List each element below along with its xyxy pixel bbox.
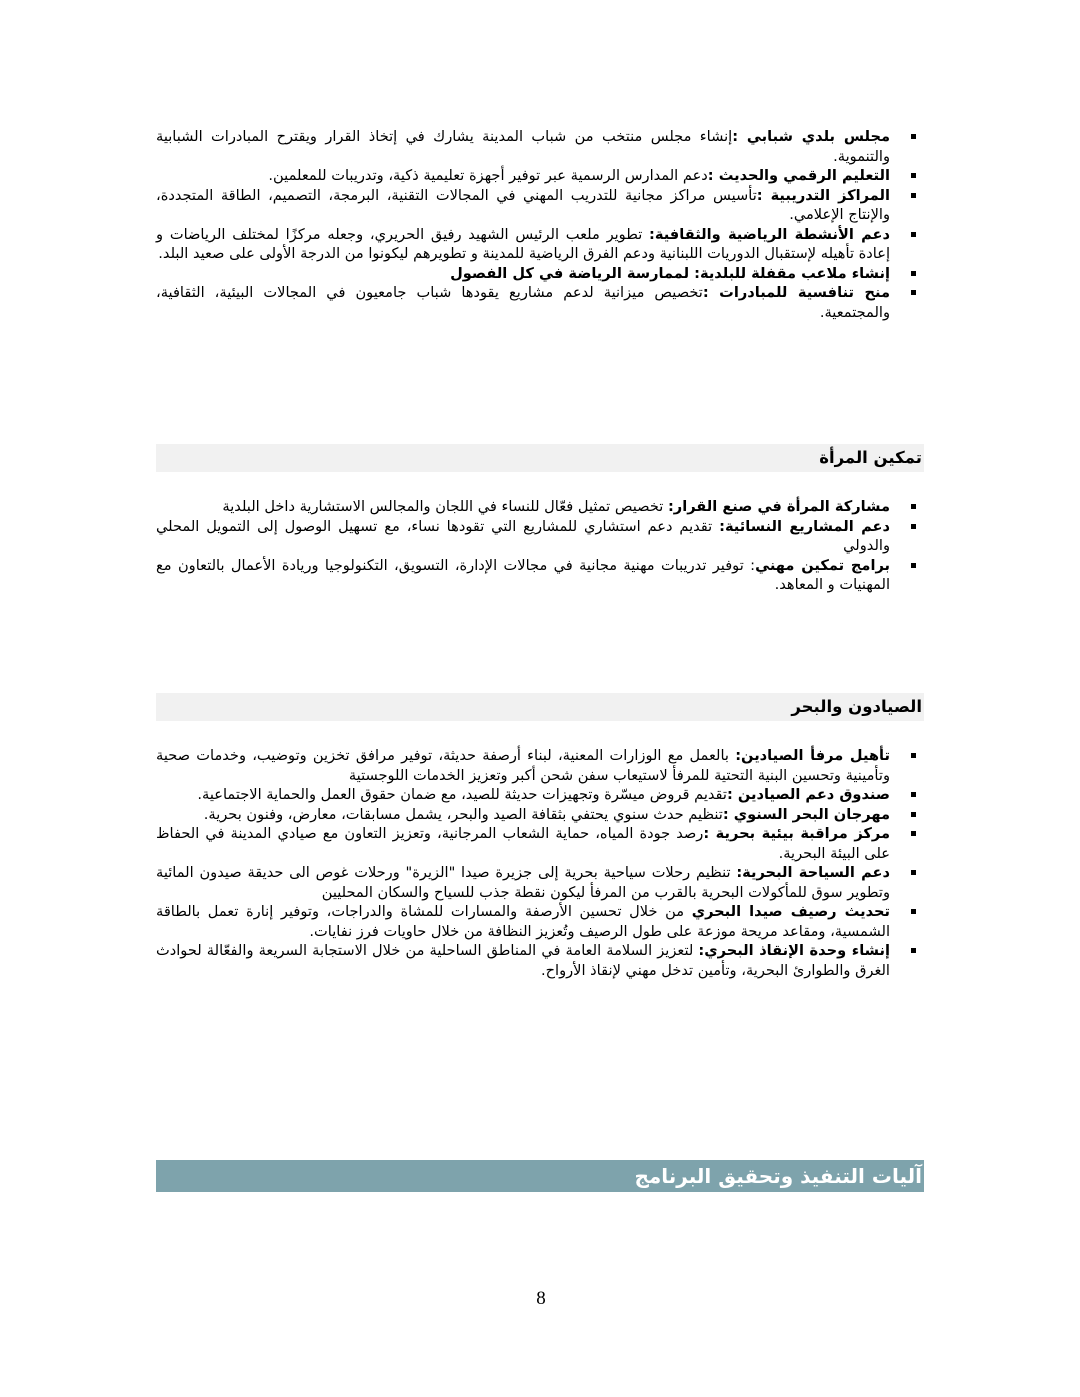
list-item-title: دعم الأنشطة الرياضية والثقافية:	[649, 225, 890, 243]
list-item	[156, 225, 924, 264]
women-section-heading	[156, 444, 924, 472]
list-item	[156, 264, 924, 284]
list-item-text: تخصيص ميزانية لدعم مشاريع يقودها شباب جامعيون في المجالات البيئية، الثقافية، والمجتمعية.	[156, 284, 890, 321]
list-item	[156, 166, 924, 186]
list-item-text: إنشاء مجلس منتخب من شباب المدينة يشارك في إتخاذ القرار ويقترح المبادرات الشبابية والتنموية.	[156, 128, 890, 165]
women-heading-text: تمكين المرأة	[819, 448, 922, 467]
list-item-text: تنظيم حدث سنوي يحتفي بثقافة الصيد والبحر، يشمل مسابقات، معارض، وفنون بحرية.	[203, 805, 723, 823]
list-item-title: تحديث رصيف صيدا البحري	[691, 903, 891, 920]
list-item-title: المراكز التدريبية :	[756, 186, 890, 204]
list-item-title: إنشاء وحدة الإنقاذ البحري:	[698, 942, 891, 959]
list-item-title: مركز مراقبة بيئية بحرية :	[703, 825, 890, 842]
list-item-text: دعم المدارس الرسمية عبر توفير أجهزة تعليمية ذكية، وتدريبات للمعلمين.	[268, 167, 708, 184]
list-item-text: : توفير تدريبات مهنية مجانية في مجالات الإدارة، التسويق، التكنولوجيا وريادة الأعمال بالتعاون مع المهنيات و المعاهد.	[156, 556, 890, 593]
list-item-title: تأهيل مرفأ الصيادين:	[735, 747, 890, 764]
fishermen-section-heading	[156, 693, 924, 721]
list-item	[156, 941, 924, 980]
list-item	[156, 497, 924, 517]
document-page	[156, 0, 924, 1397]
list-item	[156, 805, 924, 825]
list-item-text: تقديم قروض ميسّرة وتجهيزات حديثة للصيد، مع ضمان حقوق العمل والحماية الاجتماعية.	[197, 786, 727, 803]
list-item	[156, 283, 924, 322]
list-item-title: مجلس بلدي شبابي :	[732, 128, 890, 145]
list-item-text: رصد جودة المياه، حماية الشعاب المرجانية، وتعزيز التعاون مع صيادي المدينة في الحفاظ على البيئة البحرية.	[156, 825, 890, 862]
page-number: 8	[536, 1288, 546, 1309]
fishermen-initiatives-list	[156, 746, 924, 980]
youth-initiatives-list	[156, 127, 924, 322]
list-item	[156, 902, 924, 941]
list-item-title: صندوق دعم الصيادين :	[727, 786, 890, 803]
list-item-title: دعم المشاريع النسائية:	[719, 517, 891, 535]
list-item	[156, 127, 924, 166]
list-item-text: تخصيص تمثيل فعّال للنساء في اللجان والمجالس الاستشارية داخل البلدية	[222, 498, 668, 515]
list-item	[156, 186, 924, 225]
list-item	[156, 824, 924, 863]
list-item-text: تطوير ملعب الرئيس الشهيد رفيق الحريري، وجعله مركزًا لمختلف الرياضات و إعادة تأهيله لإستقبال الدوريات اللبنانية ودعم الفرق الرياضية للمدينة و تطويرهم ليكونوا من الدرجة الأولى على صعيد البلد.	[156, 225, 890, 262]
list-item-title: التعليم الرقمي والحديث :	[707, 167, 890, 184]
list-item-title: مهرجان البحر السنوي :	[722, 805, 890, 823]
list-item	[156, 785, 924, 805]
list-item-title: دعم السياحة البحرية:	[736, 864, 890, 881]
list-item-title: مشاركة المرأة في صنع القرار:	[667, 498, 890, 515]
list-item	[156, 746, 924, 785]
list-item-text: تقديم دعم استشاري للمشاريع التي تقودها نساء، مع تسهيل الوصول إلى التمويل المحلي والدولي	[156, 517, 890, 554]
list-item-text: تنظيم رحلات سياحية بحرية إلى جزيرة صيدا "الزيرة" ورحلات غوص الى حديقة صيدون المائية وتطوير سوق للمأكولات البحرية بالقرب من المرفأ ليكون نقطة جذب للسياح والسكان المحليين	[156, 864, 890, 901]
women-initiatives-list	[156, 497, 924, 595]
list-item	[156, 517, 924, 556]
list-item-title: إنشاء ملاعب مقفلة للبلدية: لممارسة الرياضة في كل الفصول	[450, 264, 890, 282]
list-item-text: من خلال تحسين الأرصفة والمسارات للمشاة والدراجات، وتوفير إنارة تعمل بالطاقة الشمسية، ومقاعد مريحة موزعة على طول الرصيف وتُعزيز النظافة من خلال حاويات فرز نفايات.	[156, 903, 890, 940]
list-item	[156, 556, 924, 595]
list-item-title: برامج تمكين مهني	[755, 556, 891, 574]
list-item-text: لتعزيز السلامة العامة في المناطق الساحلية من خلال الاستجابة السريعة والفعّالة لحوادث الغرق والطوارئ البحرية، وتأمين تدخل مهني لإنقاذ الأرواح.	[156, 942, 890, 979]
list-item-text: تأسيس مراكز مجانية للتدريب المهني في المجالات التقنية، البرمجة، التصميم، الطاقة المتجددة، والإنتاج الإعلامي.	[156, 186, 890, 223]
fishermen-heading-text: الصيادون والبحر	[791, 697, 922, 716]
mechanisms-heading-text: آليات التنفيذ وتحقيق البرنامج	[634, 1164, 922, 1188]
mechanisms-section-heading	[156, 1160, 924, 1192]
list-item-text: بالعمل مع الوزارات المعنية، لبناء أرصفة حديثة، توفير مرافق تخزين وتوضيب، وخدمات صحية وتأمينية وتحسين البنية التحتية للمرفأ لاستيعاب سفن شحن أكبر وتعزيز الخدمات اللوجستية	[156, 747, 890, 784]
list-item	[156, 863, 924, 902]
list-item-title: منح تنافسية للمبادرات :	[702, 284, 890, 301]
